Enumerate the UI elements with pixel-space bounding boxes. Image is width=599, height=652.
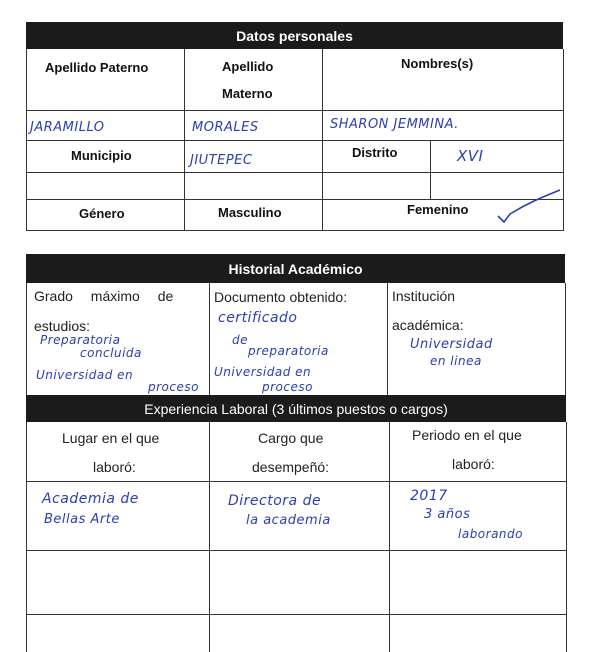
periodo-value-line1: 2017: [410, 488, 448, 504]
apellido-materno-value: MORALES: [192, 120, 259, 135]
distrito-label: Distrito: [352, 145, 398, 160]
cargo-label-line2: desempeñó:: [252, 459, 330, 475]
femenino-check-mark: [496, 188, 562, 224]
institucion-value-line1: Universidad: [410, 337, 493, 352]
cargo-label-line1: Cargo que: [258, 430, 324, 446]
periodo-value-line2: 3 años: [424, 507, 471, 522]
genero-label: Género: [79, 206, 125, 221]
lugar-value-line1: Academia de: [42, 491, 139, 507]
apellido-paterno-label: Apellido Paterno: [45, 60, 149, 75]
experience-section-title: Experiencia Laboral (3 últimos puestos o cargos): [144, 400, 448, 417]
distrito-value: XVI: [457, 147, 484, 165]
periodo-label-line1: Periodo en el que: [412, 427, 522, 443]
lugar-label-line1: Lugar en el que: [62, 430, 160, 446]
documento-label: Documento obtenido:: [214, 289, 348, 305]
grado-value-line3: Universidad en: [36, 368, 134, 382]
municipio-label: Municipio: [71, 148, 132, 163]
nombres-value: SHARON JEMMINA.: [330, 117, 459, 132]
lugar-value-line2: Bellas Arte: [44, 512, 120, 527]
femenino-label: Femenino: [407, 202, 469, 217]
institucion-value-line2: en linea: [430, 354, 482, 368]
municipio-value: JIUTEPEC: [190, 153, 253, 168]
institucion-label-line2: académica:: [392, 317, 464, 333]
cargo-value-line2: la academia: [246, 513, 331, 528]
cargo-value-line1: Directora de: [228, 493, 322, 509]
grado-label-line1: Grado máximo de: [34, 288, 174, 304]
nombres-label: Nombres(s): [401, 56, 474, 71]
academic-section-title: Historial Académico: [228, 260, 363, 277]
apellido-materno-label-line2: Materno: [222, 86, 273, 101]
personal-section-title: Datos personales: [236, 27, 353, 44]
periodo-label-line2: laboró:: [452, 456, 495, 472]
institucion-label-line1: Institución: [392, 288, 456, 304]
grado-label-line2: estudios:: [34, 318, 91, 334]
lugar-label-line2: laboró:: [93, 459, 136, 475]
documento-value-line3: preparatoria: [248, 344, 329, 358]
academic-section-header: [26, 254, 565, 283]
grado-value-line4: proceso: [148, 380, 199, 394]
documento-value-line2: de: [232, 333, 248, 347]
experience-section-header: [26, 395, 566, 422]
apellido-materno-label-line1: Apellido: [222, 59, 274, 74]
documento-value-line5: proceso: [262, 380, 313, 394]
grado-value-line1: Preparatoria: [40, 333, 121, 347]
documento-value-line1: certificado: [218, 310, 298, 326]
periodo-value-line3: laborando: [458, 527, 523, 541]
documento-value-line4: Universidad en: [214, 365, 312, 379]
apellido-paterno-value: JARAMILLO: [30, 120, 105, 135]
masculino-label: Masculino: [218, 205, 282, 220]
grado-value-line2: concluida: [80, 346, 142, 360]
personal-section-header: [26, 22, 563, 49]
